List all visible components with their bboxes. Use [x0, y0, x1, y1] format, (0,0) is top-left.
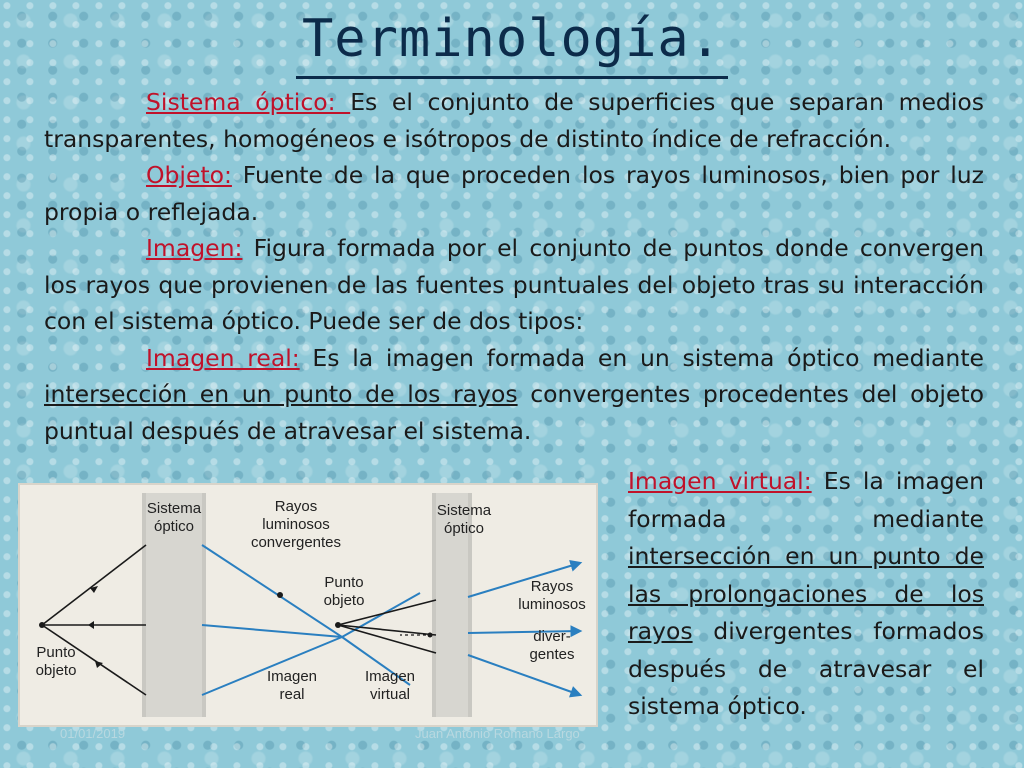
label-punto-right: Punto [324, 574, 364, 591]
label-luminosos: luminosos [262, 516, 330, 533]
slide-title: Terminología. [296, 4, 728, 79]
definition-imagen-real [44, 340, 984, 450]
label-rayos: Rayos [274, 498, 318, 515]
definitions-block [44, 84, 984, 449]
label-punto: Punto [36, 644, 76, 661]
label-real: real [279, 686, 305, 703]
definition-text: Es la imagen formada mediante [628, 467, 985, 533]
term-label: Sistema óptico: [146, 88, 351, 116]
label-gentes: gentes [529, 646, 575, 663]
definition-text: Es la imagen formada en un sistema óptico mediante [299, 343, 984, 372]
term-label: Imagen: [146, 234, 243, 262]
definition-imagen [44, 230, 984, 340]
term-label: Imagen real: [146, 343, 300, 372]
definition-text: Figura formada por el conjunto de puntos donde convergen los rayos que provienen de las fuentes puntuales del objeto tras su interacción con el sistema óptico. Puede ser de dos tipos: [44, 234, 984, 335]
label-diver: diver- [533, 628, 571, 645]
definition-text: Es el conjunto de superficies que separan medios transparentes, homogéneos e isótropos de distinto índice de refracción. [44, 88, 984, 153]
label-objeto-right: objeto [323, 592, 365, 609]
definition-text: convergentes procedentes del objeto puntual después de atravesar el sistema. [44, 380, 984, 445]
ray-conv-1 [202, 545, 342, 637]
label-sistema-right: Sistema [436, 502, 492, 519]
optics-figure [18, 483, 598, 727]
definition-objeto [44, 157, 984, 230]
ray-left-1 [42, 545, 146, 625]
label-objeto: objeto [35, 662, 77, 679]
definition-text: divergentes formados después de atravesar el sistema óptico. [628, 617, 984, 720]
label-optico-right: óptico [443, 520, 485, 537]
term-label: Imagen virtual: [628, 467, 812, 495]
footer-author: Juan Antonio Romano Largo [415, 726, 580, 741]
label-convergentes: convergentes [250, 534, 342, 551]
definition-text: Fuente de la que proceden los rayos luminosos, bien por luz propia o reflejada. [44, 161, 984, 226]
image-point [277, 592, 283, 598]
ray-conv-3 [202, 637, 342, 695]
definition-imagen-virtual [628, 463, 984, 726]
definition-imagen-virtual-paragraph [628, 463, 984, 726]
optics-diagram [20, 485, 596, 725]
label-imagen: Imagen [266, 668, 318, 685]
definition-underlined: intersección en un punto de las prolongaciones de los rayos [628, 542, 984, 645]
slide-title-wrap [0, 4, 1024, 79]
footer-date: 01/01/2019 [60, 726, 126, 741]
label-rayos-right: Rayos [530, 578, 574, 595]
ray-conv-2 [202, 625, 342, 637]
label-luminosos-right: luminosos [518, 596, 586, 613]
virtual-image-point [428, 633, 433, 638]
term-label: Objeto: [146, 161, 232, 189]
label-sistema: Sistema [146, 500, 202, 517]
label-optico: óptico [153, 518, 195, 535]
label-imagen-right: Imagen [364, 668, 416, 685]
label-virtual: virtual [369, 686, 411, 703]
definition-underlined: intersección en un punto de los rayos [44, 380, 518, 408]
definition-sistema-optico [44, 84, 984, 157]
arrow [88, 621, 94, 629]
